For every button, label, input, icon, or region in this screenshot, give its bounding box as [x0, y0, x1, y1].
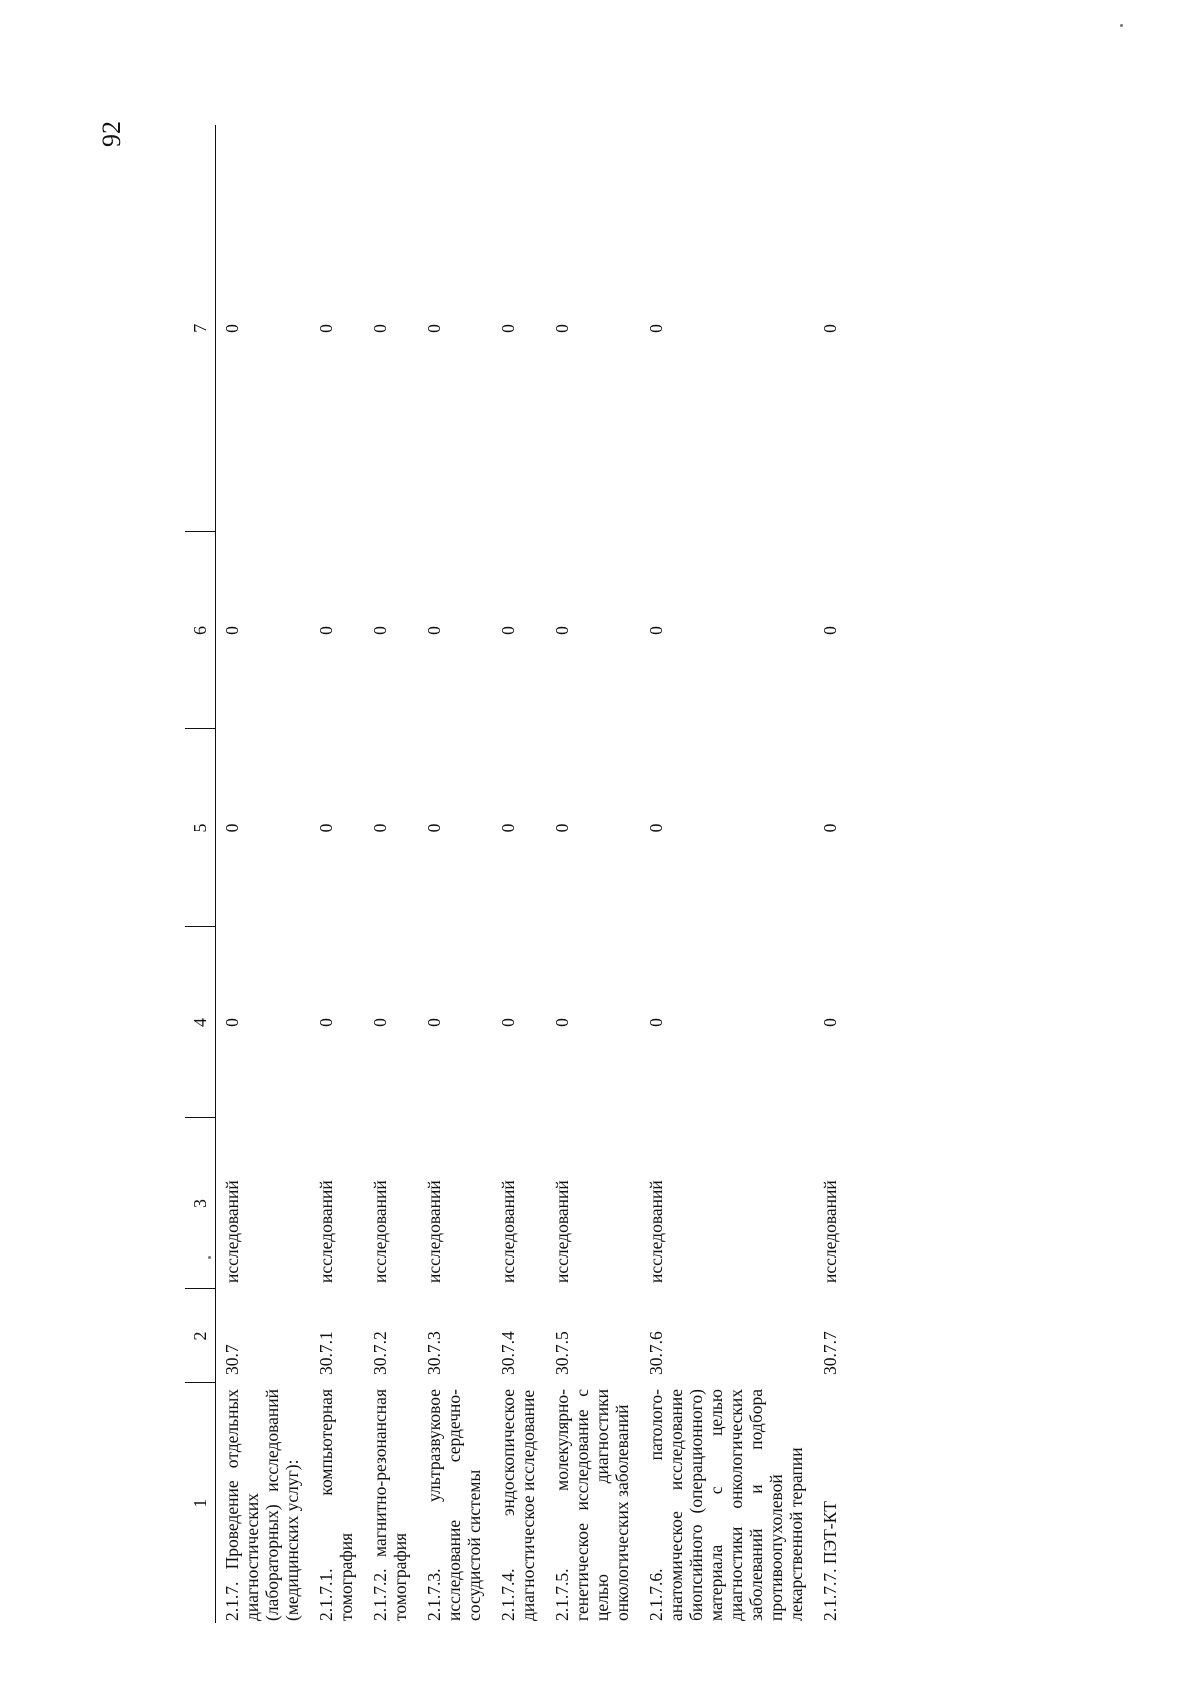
row-value-col4: 0	[498, 1018, 518, 1027]
row-value-col6: 0	[316, 626, 336, 635]
column-header-2: 2	[185, 1289, 216, 1383]
row-unit: исследований	[820, 1180, 840, 1283]
row-value-col6: 0	[552, 626, 572, 635]
row-code: 30.7.5	[552, 1331, 572, 1375]
row-value-col6: 0	[820, 626, 840, 635]
row-value-col4: 0	[222, 1018, 242, 1027]
row-value-col7: 0	[498, 324, 518, 333]
table-row	[310, 125, 364, 1623]
row-unit: исследований	[316, 1180, 336, 1283]
row-name: 2.1.7.1. компьютерная томография	[316, 1389, 356, 1621]
row-value-col5: 0	[370, 823, 390, 833]
row-name: 2.1.7.2. магнитно-резонансная томография	[370, 1389, 410, 1621]
table-row	[640, 125, 814, 1623]
row-code: 30.7	[222, 1344, 242, 1375]
row-value-col5: 0	[222, 823, 242, 833]
table-row	[216, 125, 311, 1623]
row-unit: исследований	[222, 1180, 242, 1283]
row-code: 30.7.2	[370, 1331, 390, 1375]
row-value-col4: 0	[316, 1018, 336, 1027]
row-value-col7: 0	[316, 324, 336, 333]
row-value-col7: 0	[370, 324, 390, 333]
row-value-col5: 0	[498, 823, 518, 833]
row-value-col4: 0	[424, 1018, 444, 1027]
row-name: 2.1.7.6. патолого-анатомическое исследование биопсийного (операционного) материала с целью диагностики онкологических заболеваний и подбора противоопухолевой лекарственной терапии	[646, 1389, 806, 1621]
column-header-6: 6	[185, 532, 216, 729]
row-value-col7: 0	[646, 324, 666, 333]
column-header-3: 3	[185, 1118, 216, 1289]
row-name: 2.1.7. Проведение отдельных диагностических (лабораторных) исследований (медицинских услуг):	[222, 1389, 302, 1621]
row-unit: исследований	[552, 1180, 572, 1283]
row-value-col6: 0	[222, 626, 242, 635]
services-table	[185, 125, 848, 1623]
row-unit: исследований	[370, 1180, 390, 1283]
row-value-col5: 0	[820, 823, 840, 833]
table-row	[546, 125, 640, 1623]
row-value-col7: 0	[424, 324, 444, 333]
table-row	[492, 125, 546, 1623]
table-row	[418, 125, 492, 1623]
row-value-col4: 0	[820, 1018, 840, 1027]
row-value-col5: 0	[316, 823, 336, 833]
row-value-col4: 0	[646, 1018, 666, 1027]
row-value-col5: 0	[552, 823, 572, 833]
table-row	[364, 125, 418, 1623]
row-code: 30.7.3	[424, 1331, 444, 1375]
row-value-col7: 0	[820, 324, 840, 333]
row-value-col6: 0	[424, 626, 444, 635]
row-value-col6: 0	[498, 626, 518, 635]
column-header-5: 5	[185, 729, 216, 927]
row-value-col6: 0	[370, 626, 390, 635]
row-unit: исследований	[498, 1180, 518, 1283]
row-unit: исследований	[646, 1180, 666, 1283]
column-header-7: 7	[185, 125, 216, 532]
row-name: 2.1.7.5. молекулярно-генетическое исследование с целью диагностики онкологических заболеваний	[552, 1389, 632, 1621]
row-code: 30.7.6	[646, 1331, 666, 1375]
rotated-table-container	[185, 125, 995, 1623]
row-name: 2.1.7.3. ультразвуковое исследование сердечно-сосудистой системы	[424, 1389, 484, 1621]
row-value-col5: 0	[424, 823, 444, 833]
table-header-row	[185, 125, 216, 1623]
table-row	[814, 125, 848, 1623]
row-code: 30.7.4	[498, 1331, 518, 1375]
row-unit: исследований	[424, 1180, 444, 1283]
row-value-col4: 0	[370, 1018, 390, 1027]
row-code: 30.7.1	[316, 1331, 336, 1375]
row-value-col7: 0	[222, 324, 242, 333]
row-name: 2.1.7.7. ПЭТ-КТ	[820, 1501, 840, 1621]
row-value-col4: 0	[552, 1018, 572, 1027]
column-header-1: 1	[185, 1383, 216, 1623]
row-value-col7: 0	[552, 324, 572, 333]
row-code: 30.7.7	[820, 1331, 840, 1375]
scan-speck	[1120, 24, 1123, 27]
column-header-4: 4	[185, 927, 216, 1118]
scan-speck	[208, 1256, 211, 1259]
row-name: 2.1.7.4. эндоскопическое диагностическое исследование	[498, 1389, 538, 1621]
page-number: 92	[97, 121, 126, 147]
row-value-col5: 0	[646, 823, 666, 833]
row-value-col6: 0	[646, 626, 666, 635]
